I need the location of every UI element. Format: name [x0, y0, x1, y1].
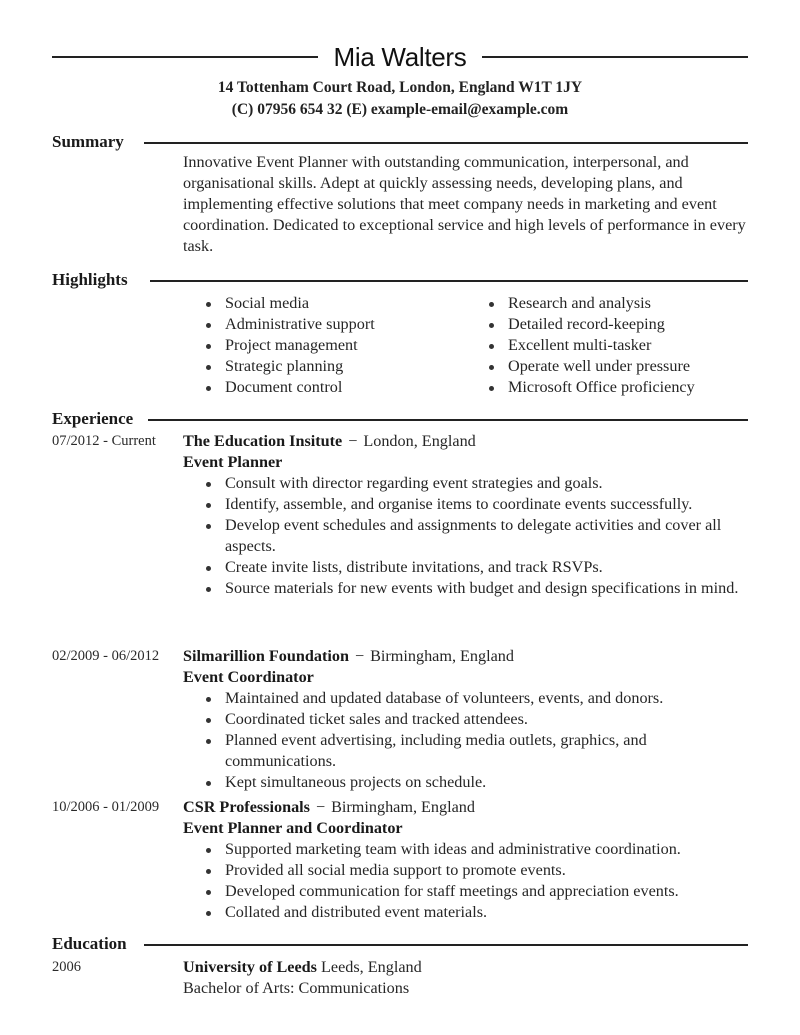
highlight-item: Document control — [203, 377, 375, 398]
job-bullet: Developed communication for staff meetings and appreciation events. — [203, 881, 753, 902]
section-title: Summary — [52, 131, 130, 153]
bullet-icon — [206, 566, 211, 571]
job-dates: 10/2006 - 01/2009 — [52, 799, 160, 815]
bullet-icon — [206, 386, 211, 391]
bullet-icon — [489, 323, 494, 328]
job-location: Birmingham, England — [370, 647, 514, 665]
bullet-icon — [206, 781, 211, 786]
job-bullet: Source materials for new events with budget and design specifications in mind. — [203, 578, 753, 599]
job-company: CSR Professionals — [183, 798, 310, 816]
highlights-list-left — [203, 293, 375, 398]
bullet-icon — [206, 911, 211, 916]
contact-address: 14 Tottenham Court Road, London, England W1T 1JY — [217, 79, 583, 96]
bullet-icon — [489, 365, 494, 370]
job-bullet: Coordinated ticket sales and tracked attendees. — [203, 709, 753, 730]
section-highlights-header — [52, 269, 748, 291]
section-title: Experience — [52, 408, 139, 430]
education-date: 2006 — [52, 959, 81, 975]
education-location: Leeds, England — [321, 958, 422, 976]
job-bullet: Collated and distributed event materials. — [203, 902, 753, 923]
bullet-icon — [206, 718, 211, 723]
job-bullets — [183, 839, 753, 923]
job-bullet: Planned event advertising, including media outlets, graphics, and communications. — [203, 730, 753, 772]
bullet-icon — [206, 344, 211, 349]
education-details — [183, 957, 743, 999]
section-summary-header — [52, 131, 748, 153]
section-title: Education — [52, 933, 133, 955]
header-rule-right — [482, 56, 748, 58]
job-bullet: Develop event schedules and assignments to delegate activities and cover all aspects. — [203, 515, 753, 557]
highlight-item: Detailed record-keeping — [486, 314, 695, 335]
bullet-icon — [206, 482, 211, 487]
bullet-icon — [489, 386, 494, 391]
job-title: Event Coordinator — [183, 668, 314, 686]
job-separator: − — [315, 798, 326, 816]
bullet-icon — [206, 503, 211, 508]
bullet-icon — [206, 302, 211, 307]
contact-phone-email: (C) 07956 654 32 (E) example-email@example.com — [231, 101, 569, 118]
section-experience-header — [52, 408, 748, 430]
highlight-item: Project management — [203, 335, 375, 356]
section-education-header — [52, 933, 748, 955]
bullet-icon — [206, 697, 211, 702]
education-school: University of Leeds — [183, 958, 317, 976]
bullet-icon — [206, 587, 211, 592]
highlight-item: Operate well under pressure — [486, 356, 695, 377]
highlights-list-right — [486, 293, 695, 398]
highlight-item: Microsoft Office proficiency — [486, 377, 695, 398]
job-separator: − — [348, 432, 358, 450]
job-bullet: Provided all social media support to promote events. — [203, 860, 753, 881]
job-bullet: Create invite lists, distribute invitations, and track RSVPs. — [203, 557, 753, 578]
section-title: Highlights — [52, 269, 134, 291]
resume-header — [52, 40, 748, 74]
job-title: Event Planner and Coordinator — [183, 819, 403, 837]
bullet-icon — [206, 739, 211, 744]
job-bullet: Kept simultaneous projects on schedule. — [203, 772, 753, 793]
job-details — [183, 797, 753, 923]
job-company-line — [183, 797, 753, 818]
section-rule — [144, 142, 748, 144]
job-dates: 02/2009 - 06/2012 — [52, 648, 160, 664]
job-bullet: Maintained and updated database of volunteers, events, and donors. — [203, 688, 753, 709]
summary-text: Innovative Event Planner with outstanding communication, interpersonal, and organisational skills. Adept at quickly assessing needs, developing plans, and implementing effective solutions that meet company needs in marketing and event coordination. Dedicated to exceptional service and high levels of performance in every task. — [183, 153, 746, 255]
bullet-icon — [206, 365, 211, 370]
section-rule — [148, 419, 748, 421]
header-rule-left — [52, 56, 318, 58]
candidate-name: Mia Walters — [333, 42, 467, 72]
bullet-icon — [489, 302, 494, 307]
job-location: London, England — [363, 432, 476, 450]
job-title: Event Planner — [183, 453, 283, 471]
education-degree: Bachelor of Arts: Communications — [183, 979, 410, 997]
highlight-item: Excellent multi-tasker — [486, 335, 695, 356]
bullet-icon — [206, 869, 211, 874]
job-bullets — [183, 688, 753, 793]
highlight-item: Strategic planning — [203, 356, 375, 377]
bullet-icon — [206, 890, 211, 895]
job-location: Birmingham, England — [331, 798, 475, 816]
job-company-line — [183, 646, 753, 667]
job-bullet: Supported marketing team with ideas and administrative coordination. — [203, 839, 753, 860]
job-bullet: Consult with director regarding event strategies and goals. — [203, 473, 753, 494]
job-dates: 07/2012 - Current — [52, 433, 156, 449]
job-details — [183, 646, 753, 793]
section-rule — [150, 280, 748, 282]
job-company: Silmarillion Foundation — [183, 647, 349, 665]
job-company-line — [183, 431, 753, 452]
job-bullets — [183, 473, 753, 599]
job-company: The Education Insitute — [183, 432, 343, 450]
section-rule — [144, 944, 748, 946]
education-school-line — [183, 957, 743, 978]
job-separator: − — [354, 647, 365, 665]
job-bullet: Identify, assemble, and organise items to coordinate events successfully. — [203, 494, 753, 515]
job-details — [183, 431, 753, 599]
highlight-item: Social media — [203, 293, 375, 314]
bullet-icon — [206, 323, 211, 328]
highlight-item: Research and analysis — [486, 293, 695, 314]
bullet-icon — [489, 344, 494, 349]
highlight-item: Administrative support — [203, 314, 375, 335]
bullet-icon — [206, 524, 211, 529]
bullet-icon — [206, 848, 211, 853]
